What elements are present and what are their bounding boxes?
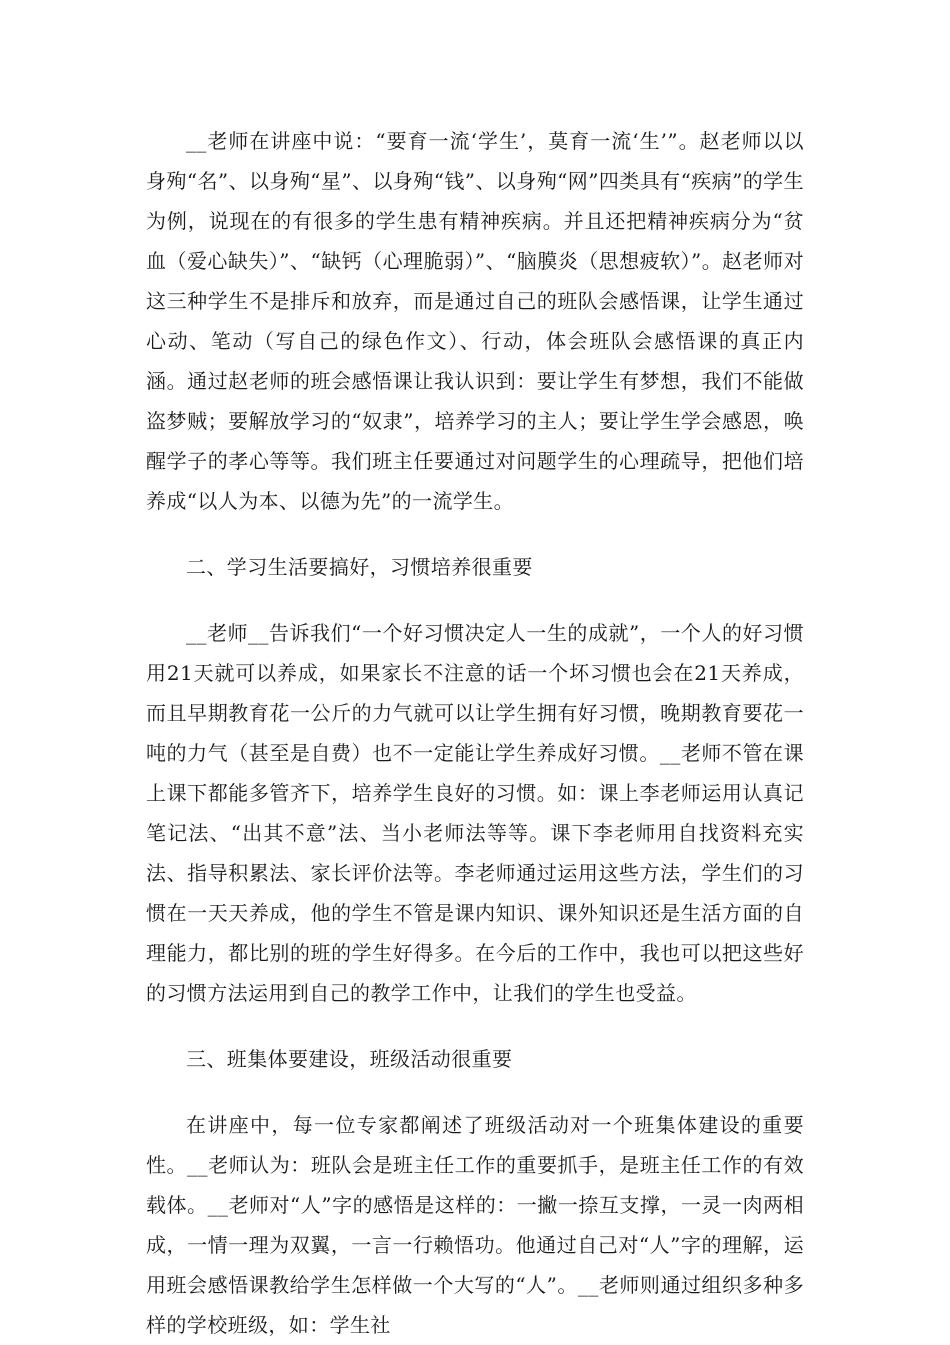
section-heading-class-activities: 三、班集体要建设，班级活动很重要 bbox=[186, 1047, 513, 1071]
paragraph-class-activities: 在讲座中，每一位专家都阐述了班级活动对一个班集体建设的重要性。__老师认为：班队会是班主任工作的重要抓手，是班主任工作的有效载体。__老师对“人”字的感悟是这样的：一撇一捺互支撑，一灵一肉两相成，一情一理为双翼，一言一行赖悟功。他通过自己对“人”字的理解，运用班会感悟课教给学生怎样做一个大写的“人”。__老师则通过组织多种多样的学校班级，如：学生社 bbox=[146, 1113, 804, 1337]
paragraph-lecture-intro: __老师在讲座中说：“要育一流‘学生’，莫育一流‘生’”。赵老师以以身殉“名”、以身殉“星”、以身殉“钱”、以身殉“网”四类具有“疾病”的学生为例，说现在的有很多的学生患有精神疾病。并且还把精神疾病分为“贫血（爱心缺失）”、“缺钙（心理脆弱）”、“脑膜炎（思想疲软）”。赵老师对这三种学生不是排斥和放弃，而是通过自己的班队会感悟课，让学生通过心动、笔动（写自己的绿色作文）、行动，体会班队会感悟课的真正内涵。通过赵老师的班会感悟课让我认识到：要让学生有梦想，我们不能做盗梦贼；要解放学习的“奴隶”，培养学习的主人；要让学生学会感恩，唤醒学子的孝心等等。我们班主任要通过对问题学生的心理疏导，把他们培养成“以人为本、以德为先”的一流学生。 bbox=[146, 129, 804, 513]
paragraph-habits: __老师__告诉我们“一个好习惯决定人一生的成就”，一个人的好习惯用21天就可以养成，如果家长不注意的话一个坏习惯也会在21天养成，而且早期教育花一公斤的力气就可以让学生拥有好习惯，晚期教育要花一吨的力气（甚至是自费）也不一定能让学生养成好习惯。__老师不管在课上课下都能多管齐下，培养学生良好的习惯。如：课上李老师运用认真记笔记法、“出其不意”法、当小老师法等等。课下李老师用自找资料充实法、指导积累法、家长评价法等。李老师通过运用这些方法，学生们的习惯在一天天养成，他的学生不管是课内知识、课外知识还是生活方面的自理能力，都比别的班的学生好得多。在今后的工作中，我也可以把这些好的习惯方法运用到自己的教学工作中，让我们的学生也受益。 bbox=[146, 621, 804, 1005]
document-page bbox=[146, 121, 804, 1345]
section-heading-habits: 二、学习生活要搞好，习惯培养很重要 bbox=[186, 555, 533, 579]
